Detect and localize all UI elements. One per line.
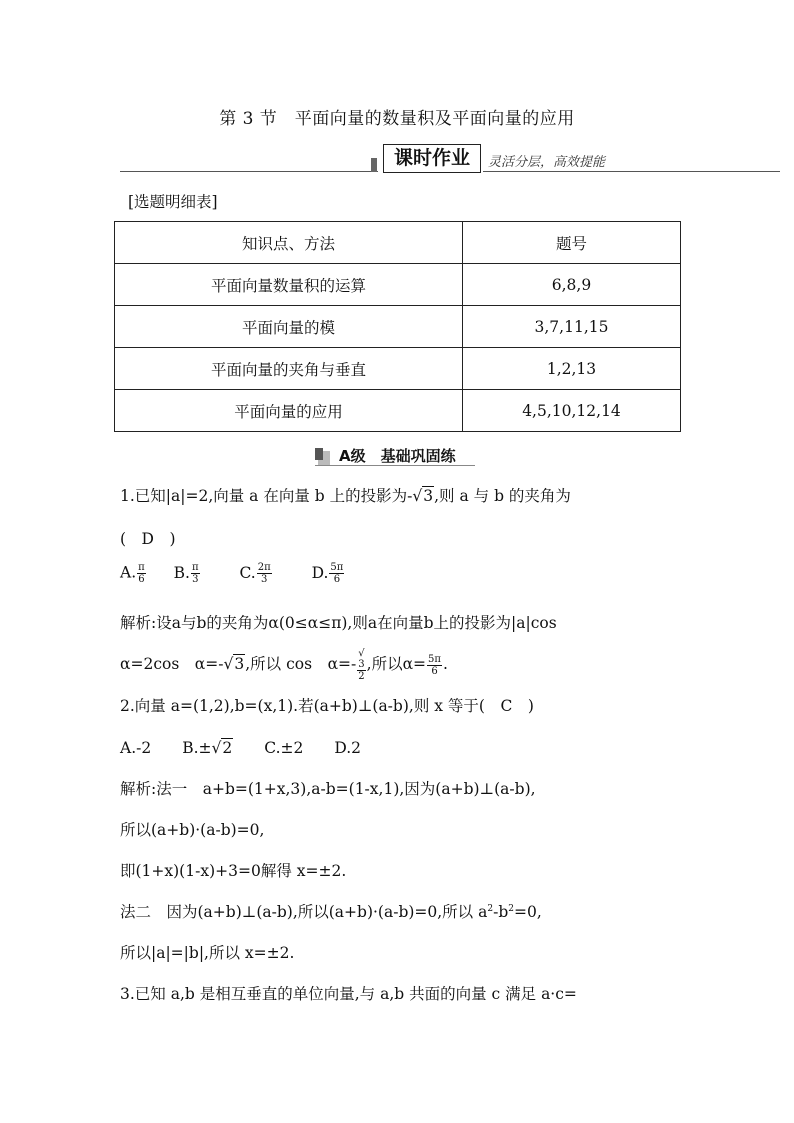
- table-row: [115, 264, 681, 306]
- q2-solution-line: 法二 因为(a+b)⊥(a-b),所以(a+b)·(a-b)=0,所以 $a^2-b^2=0$,: [120, 903, 542, 921]
- q2-solution-line: 所以(a+b)·(a-b)=0,: [120, 821, 265, 839]
- table-cell: 平面向量的夹角与垂直: [115, 348, 463, 390]
- fraction: $\frac{2\pi}{3}$: [257, 562, 271, 585]
- fraction: $\frac{5\pi}{6}$: [428, 653, 441, 677]
- level-title: A级 基础巩固练: [339, 447, 456, 465]
- fraction: $\frac{5\pi}{6}$: [330, 562, 344, 585]
- section-tag: 课时作业: [383, 144, 481, 173]
- q1-solution-line: 解析:设a与b的夹角为α(0≤α≤π),则a在向量b上的投影为|a|cos: [120, 614, 557, 632]
- topic-table: [114, 221, 681, 432]
- fraction: $\frac{\pi}{3}$: [191, 562, 199, 585]
- table-header-cell: 题号: [463, 222, 681, 264]
- sqrt-expression: √3: [223, 655, 245, 673]
- q1-solution-line: α=2cos α=-√3,所以 cos α=- √ 3 2 ,所以α= $\frac{5\pi}{6}$ .: [120, 648, 448, 682]
- table-cell: 6,8,9: [463, 264, 681, 306]
- fraction: √ 3 2: [358, 648, 365, 682]
- q3-stem: 3.已知 a,b 是相互垂直的单位向量,与 a,b 共面的向量 c 满足 a·c=: [120, 985, 577, 1003]
- table-row: [115, 348, 681, 390]
- table-header-cell: 知识点、方法: [115, 222, 463, 264]
- table-row: [115, 306, 681, 348]
- sqrt-expression: √3: [412, 487, 434, 505]
- header-rule-right: [483, 171, 780, 172]
- table-cell: 3,7,11,15: [463, 306, 681, 348]
- header-rule-left: [120, 171, 378, 172]
- table-caption: [选题明细表]: [128, 193, 218, 211]
- sqrt-expression: √2: [211, 739, 233, 757]
- level-marker-icon: [315, 448, 323, 460]
- page-title: 第 3 节 平面向量的数量积及平面向量的应用: [219, 109, 575, 129]
- q2-options: A.-2 B.±√2 C.±2 D.2: [120, 739, 362, 757]
- q1-answer: ( D ): [120, 530, 176, 548]
- table-cell: 平面向量的模: [115, 306, 463, 348]
- q1-options: A. $\frac{\pi}{6}$ B. $\frac{\pi}{3}$ C. $\frac{2\pi}{3}$ D. $\frac{5\pi}{6}$: [120, 562, 344, 585]
- fraction: $\frac{\pi}{6}$: [138, 562, 145, 585]
- table-cell: 平面向量数量积的运算: [115, 264, 463, 306]
- q1-stem: 1.已知|a|=2,向量 a 在向量 b 上的投影为-√3,则 a 与 b 的夹角为: [120, 487, 571, 505]
- table-cell: 4,5,10,12,14: [463, 390, 681, 432]
- q2-stem: 2.向量 a=(1,2),b=(x,1).若(a+b)⊥(a-b),则 x 等于( C ): [120, 697, 534, 715]
- table-cell: 平面向量的应用: [115, 390, 463, 432]
- table-header-row: [115, 222, 681, 264]
- q2-solution-line: 解析:法一 a+b=(1+x,3),a-b=(1-x,1),因为(a+b)⊥(a-b),: [120, 780, 536, 798]
- header-marker: [371, 158, 377, 172]
- level-underline: [315, 465, 475, 466]
- table-row: [115, 390, 681, 432]
- table-cell: 1,2,13: [463, 348, 681, 390]
- q2-solution-line: 所以|a|=|b|,所以 x=±2.: [120, 944, 295, 962]
- section-slogan: 灵活分层，高效提能: [488, 155, 606, 170]
- q2-solution-line: 即(1+x)(1-x)+3=0解得 x=±2.: [120, 862, 347, 880]
